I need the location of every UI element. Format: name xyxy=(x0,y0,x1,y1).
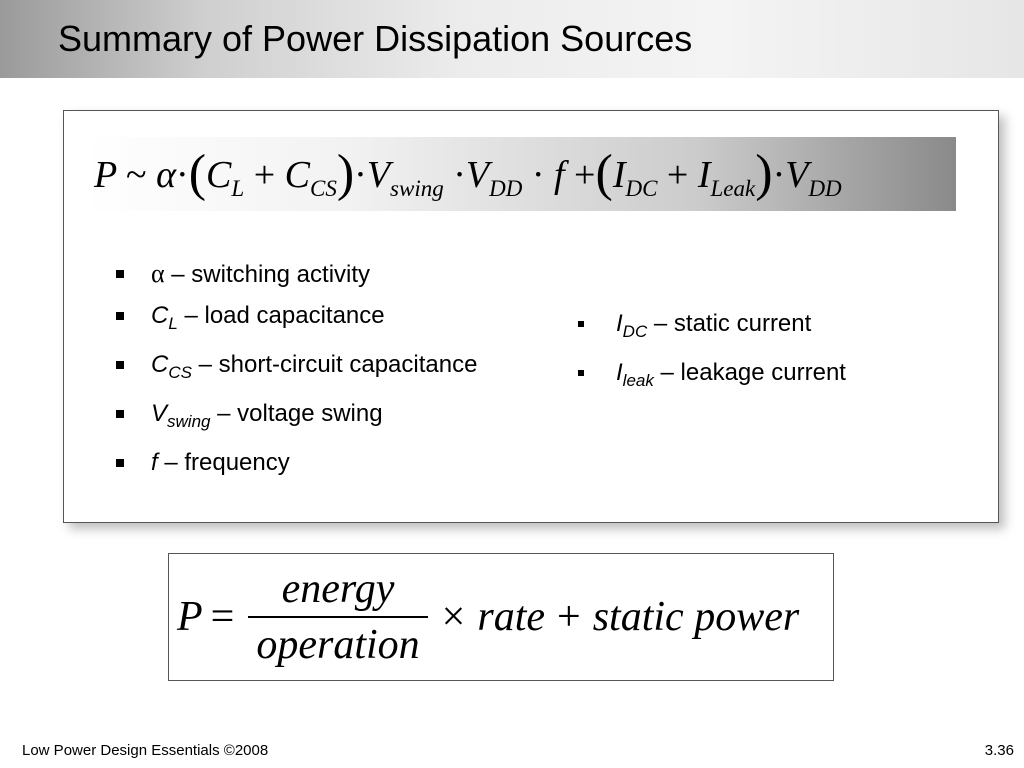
eq-sub-l: L xyxy=(231,176,245,201)
eq-dot5: · xyxy=(772,154,786,196)
eq-sub-cs: CS xyxy=(309,176,337,201)
symbol-alpha: α xyxy=(151,259,165,288)
item-text: – static current xyxy=(647,310,812,337)
fraction-bar xyxy=(248,616,427,618)
eq-sub-leak: Leak xyxy=(710,176,756,201)
square-bullet-icon xyxy=(578,321,584,327)
eq2-plus: + xyxy=(557,594,581,640)
eq-dot3: · xyxy=(453,154,466,196)
symbol-sub: L xyxy=(168,314,178,333)
symbol-c: C xyxy=(151,302,169,329)
item-text: – load capacitance xyxy=(177,302,385,329)
list-item xyxy=(616,309,956,346)
eq-dot4: · xyxy=(531,154,545,196)
eq2-p: P xyxy=(177,594,203,640)
power-equation-band xyxy=(86,137,956,211)
symbol-sub: CS xyxy=(168,363,192,382)
item-text: – voltage swing xyxy=(210,400,383,427)
eq-close-paren2: ) xyxy=(755,145,773,202)
eq-sub-swing: swing xyxy=(390,176,444,201)
symbol-sub: DC xyxy=(622,322,648,341)
square-bullet-icon xyxy=(116,270,124,278)
eq-c: C xyxy=(206,154,232,196)
list-item xyxy=(151,259,481,289)
symbol-i: I xyxy=(616,359,623,386)
item-text: – short-circuit capacitance xyxy=(191,351,478,378)
eq-i2: I xyxy=(697,154,711,196)
item-text: – frequency xyxy=(157,449,290,476)
page-title: Summary of Power Dissipation Sources xyxy=(58,18,693,59)
power-equation xyxy=(94,141,842,208)
eq-plus: + xyxy=(253,154,276,196)
eq-c2: C xyxy=(284,154,310,196)
square-bullet-icon xyxy=(116,410,124,418)
left-definition-list xyxy=(151,259,481,489)
eq-sub-dd2: DD xyxy=(808,176,842,201)
summary-box xyxy=(63,110,999,523)
slide-number: 3.36 xyxy=(984,742,1014,759)
footer-copyright: Low Power Design Essentials ©2008 xyxy=(22,742,269,759)
eq-dot2: · xyxy=(354,154,367,196)
eq-plus3: + xyxy=(666,154,689,196)
eq-v2: V xyxy=(465,154,490,196)
energy-equation-box xyxy=(168,553,834,681)
eq-p: P xyxy=(94,154,117,196)
square-bullet-icon xyxy=(116,361,124,369)
list-item xyxy=(151,399,481,436)
symbol-c: C xyxy=(151,351,169,378)
eq2-static-power: static power xyxy=(592,594,800,640)
square-bullet-icon xyxy=(116,312,124,320)
eq-i: I xyxy=(612,154,626,196)
eq-close-paren: ) xyxy=(336,145,355,202)
eq-tilde: ~ xyxy=(126,154,147,196)
symbol-i: I xyxy=(616,310,623,337)
right-definition-list xyxy=(616,309,956,407)
square-bullet-icon xyxy=(116,459,124,467)
eq-v: V xyxy=(366,154,391,196)
eq2-equals: = xyxy=(210,594,235,640)
symbol-v: V xyxy=(151,400,168,427)
eq-sub-dd: DD xyxy=(489,176,523,201)
square-bullet-icon xyxy=(578,370,584,376)
eq-alpha: α xyxy=(156,154,177,196)
eq2-times: × xyxy=(441,594,466,640)
energy-fraction xyxy=(248,566,427,668)
eq-v3: V xyxy=(785,154,809,196)
eq-open-paren: ( xyxy=(188,145,207,202)
fraction-numerator: energy xyxy=(281,566,395,612)
eq-sub-dc: DC xyxy=(625,176,658,201)
eq-plus2: + xyxy=(574,154,596,196)
item-text: – switching activity xyxy=(164,261,371,288)
eq2-rate: rate xyxy=(477,594,546,640)
symbol-sub: swing xyxy=(167,412,211,431)
list-item xyxy=(616,358,956,395)
fraction-denominator: operation xyxy=(256,622,420,668)
item-text: – leakage current xyxy=(653,359,846,386)
symbol-sub: leak xyxy=(622,371,654,390)
eq-dot: · xyxy=(176,154,189,196)
eq-open-paren2: ( xyxy=(595,145,613,202)
eq-f: f xyxy=(553,154,565,196)
symbol-f: f xyxy=(151,449,158,476)
list-item xyxy=(151,350,481,387)
list-item xyxy=(151,448,481,477)
energy-equation xyxy=(177,554,803,680)
list-item xyxy=(151,301,481,338)
